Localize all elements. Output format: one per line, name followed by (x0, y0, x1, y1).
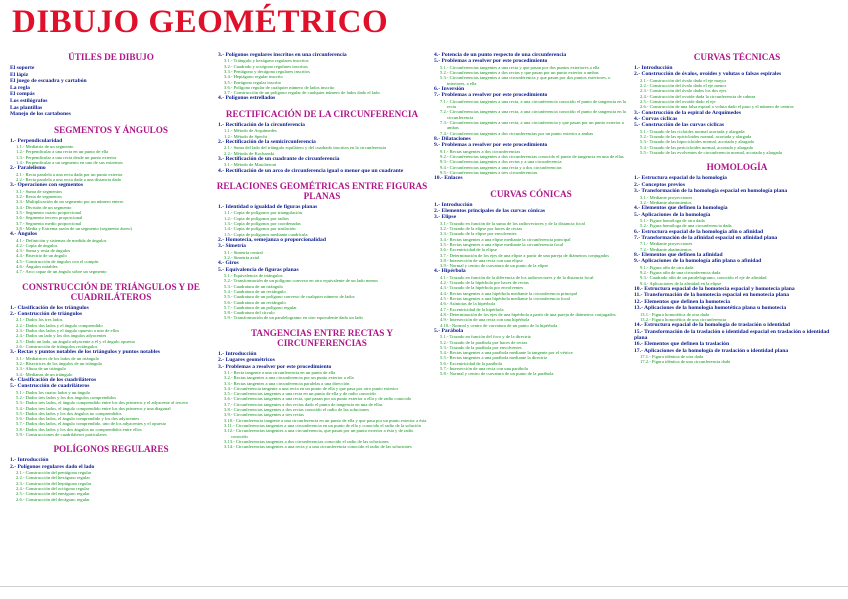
subtopic-item: 5.4.- Rectas tangentes a una parábola mediante la tangente por el vértice (440, 350, 573, 356)
subtopic-item: 5.3.- Dados tres lados, el ángulo comprendido entre los dos primeros y el adyacente al tercero (16, 400, 189, 406)
subtopic-item: 4.5.- Rectas tangentes a una hipérbola mediante la circunferencia focal (440, 296, 570, 302)
subtopic-item: 9.5.- Circunferencias tangentes a tres circunferencias (440, 169, 538, 175)
subtopic-item: 3.2.- Bisectrices de los ángulos de un triángulo (16, 360, 103, 366)
subtopic-item: 5.7.- Cuadratura de un polígono regular (224, 304, 297, 310)
topic-item: 3.- Rectas y puntos notables de los triángulos y puntos notables (10, 349, 160, 356)
subtopic-item: 9.3.- Cuadrado afín de un paralelogramo, conocido el eje de afinidad (640, 275, 767, 281)
topic-item: 6.- Estructura espacial de la homología afín o afinidad (634, 228, 764, 235)
topic-item: 5.- Aplicaciones de la homología (634, 211, 711, 218)
subtopic-item: 2.1.- Construcción del óvalo dado el eje mayor (640, 77, 727, 83)
subtopic-item: 5.4.- Trazado de las pericicloides normal, acortada y alargada (640, 144, 753, 150)
subtopic-item: 17.2.- Figura idéntica de una circunferencia dada (640, 359, 731, 365)
topic-item: 1.- Introducción (634, 65, 673, 71)
subtopic-item: 7.1.- Mediante proyecciones (640, 241, 693, 247)
subtopic-item: 4.10.- Normal y centro de curvatura de un punto de la hipérbola (440, 322, 558, 328)
topic-item: 3.- Operaciones con segmentos (10, 182, 84, 189)
subtopic-item: 5.5.- Cuadratura de un polígono convexo de cualquier número de lados (224, 294, 355, 300)
subtopic-item: 2.5.- Construcción del eneágono regular (16, 491, 90, 497)
subtopic-item: 3.12.- Circunferencias tangentes a una circunferencia, que pasan por un punto exterior a ésta y de radio conocido (224, 428, 414, 439)
subtopic-item: 5.3.- Circunferencias tangentes a una circunferencia y que pasan por dos puntos exteriores, o interiores, a ella (440, 75, 611, 86)
column-4 (632, 52, 842, 365)
subtopic-item: 3.6.- Excentricidad de la elipse (440, 247, 497, 253)
subtopic-item: 3.9.- Circunferencias tangentes a tres rectas (224, 412, 304, 418)
topic-item: 1.- Clasificación de los triángulos (10, 304, 89, 311)
subtopic-item: 3.13.- Circunferencias tangentes a dos circunferencias conocido el radio de las soluciones (224, 438, 389, 444)
subtopic-item: 5.9.- Transformación de un paralelogramo en otro equivalente dado un lado (224, 315, 363, 321)
topic-item: 4.- Polígonos estrellados (218, 95, 276, 102)
subtopic-item: 9.3.- Circunferencias tangentes a dos rectas y a una circunferencia (440, 159, 562, 165)
subtopic-item: 5.4.- Dados tres lados, el ángulo comprendido entre los dos primeros y una diagonal (16, 405, 171, 411)
subtopic-item: 3.5.- Segmento cuarto proporcional (16, 209, 82, 215)
subtopic-item: 1.2.- Perpendicular a una recta en un punto de ella (16, 149, 109, 155)
topic-item: 1.- Introducción (218, 350, 257, 357)
subtopic-item: 2.6.- Construcción de una falsa espiral o voluta dado el paso y el número de centros (640, 104, 794, 110)
section-heading: POLÍGONOS REGULARES (53, 444, 169, 455)
subtopic-item: 5.6.- Cuadratura de un rectángulo (224, 299, 286, 305)
subtopic-item: 4.7.- Excentricidad de la hipérbola (440, 306, 504, 312)
topic-item: 4.- Rectificación de un arco de circunferencia igual o menor que un cuadrante (218, 167, 404, 174)
subtopic-item: 1.5.- Copia de polígonos mediante cuadrícula (224, 231, 308, 237)
topic-item: 7.- Problemas a resolver por este procedimiento (434, 92, 548, 99)
subtopic-item: 3.3.- Multiplicación de un segmento por un número entero (16, 199, 124, 205)
tool-item: La regla (10, 84, 30, 91)
subtopic-item: 1.2.- Método de Specht (224, 133, 267, 139)
topic-item: 14.- Estructura espacial de la homología de traslación o identidad (634, 322, 791, 329)
subtopic-item: 3.1.- Simetría central (224, 249, 263, 255)
subtopic-item: 3.8.- Intersección de una recta con una elipse (440, 257, 523, 263)
tool-item: El compás (10, 91, 35, 98)
topic-item: 11.- Transformación de la homotecia espacial en homotecia plana (634, 292, 790, 299)
section-heading: RECTIFICACIÓN DE LA CIRCUNFERENCIA (225, 108, 419, 119)
subtopic-item: 2.2.- Recta paralela a una recta dada a una distancia dada (16, 177, 121, 183)
subtopic-item: 1.1.- Mediatriz de un segmento (16, 144, 74, 150)
subtopic-item: 3.2.- Mediante abatimientos (640, 199, 692, 205)
subtopic-item: 9.1.- Rectas tangentes a dos circunferencias (440, 148, 521, 154)
subtopic-item: 4.8.- Determinación de los ejes de una hipérbola a partir de una pareja de diámetros conjugados (440, 311, 616, 317)
subtopic-item: 5.3.- Trazado de las hipocicloides normal, acortada y alargada (640, 139, 754, 145)
subtopic-item: 2.3.- Construcción del óvalo dados los dos ejes (640, 88, 727, 94)
subtopic-item: 3.7.- Segmento medio proporcional (16, 220, 82, 226)
subtopic-item: 5.8.- Normal y centro de curvatura de un punto de la parábola (440, 371, 554, 377)
topic-item: 4.- Clasificación de los cuadriláteros (10, 376, 97, 383)
subtopic-item: 3.3.- Rectas tangentes a una circunferencia paralelas a una dirección (224, 380, 350, 386)
subtopic-item: 13.2.- Figura homotética de una circunferencia (640, 316, 727, 322)
subtopic-item: 5.8.- Dados dos lados y los dos ángulos no comprendidos entre ellos (16, 426, 142, 432)
topic-item: 3.- Rectificación de un cuadrante de circunferencia (218, 155, 340, 162)
section-heading: CONSTRUCCIÓN DE TRIÁNGULOS Y DE CUADRILÁTEROS (22, 281, 200, 302)
topic-item: 5.- Construcción de las curvas cíclicas (634, 122, 725, 129)
subtopic-item: 2.1.- Construcción del pentágono regular (16, 470, 92, 476)
subtopic-item: 1.3.- Copia de polígonos por coordenadas (224, 221, 301, 226)
tool-item: El soporte (10, 65, 35, 71)
subtopic-item: 5.1.- Dados los cuatro lados y un ángulo (16, 389, 91, 395)
column-3 (432, 52, 630, 377)
subtopic-item: 5.3.- Trazado de la parábola por envolventes (440, 344, 522, 350)
subtopic-item: 4.3.- Suma y resta de ángulos (16, 248, 71, 254)
subtopic-item: 9.2.- Figura afín de una circunferencia dada (640, 270, 721, 276)
subtopic-item: 3.1.- Suma de segmentos (16, 188, 63, 194)
topic-item: 4.- Hipérbola (434, 268, 466, 275)
subtopic-item: 1.2.- Copia de polígonos por radios (224, 215, 289, 221)
subtopic-item: 4.6.- Ángulos notables (16, 264, 58, 270)
subtopic-item: 5.5.- Trazado de las evolventes de circunferencia normal, acortada y alargada (640, 150, 782, 155)
subtopic-item: 3.6.- Segmento tercero proporcional (16, 215, 83, 221)
topic-item: 4.- Ángulos (10, 231, 38, 238)
subtopic-item: 3.1.- Trazado en función de la suma de los radiovectores y de la distancia focal (440, 220, 585, 226)
tool-item: Manejo de los cartabones (10, 111, 71, 118)
subtopic-item: 3.3.- Altura de un triángulo (16, 366, 67, 372)
subtopic-item: 9.4.- Aplicaciones de la afinidad en la elipse (640, 280, 722, 286)
subtopic-item: 3.2.- Simetría axial (224, 255, 260, 260)
topic-item: 1.- Introducción (10, 457, 49, 464)
tool-item: Los estilógrafos (10, 97, 48, 104)
section-heading: HOMOLOGÍA (706, 162, 768, 173)
topic-item: 3.- Transformación de la homología espacial en homología plana (634, 188, 788, 195)
subtopic-item: 2.2.- Construcción del óvalo dado el eje menor (640, 83, 727, 89)
subtopic-item: 3.3.- Trazado de la elipse por envolventes (440, 231, 517, 237)
subtopic-item: 5.8.- Cuadratura del círculo (224, 310, 275, 316)
subtopic-item: 2.5.- Construcción del ovoide dado el eje (640, 99, 716, 104)
subtopic-item: 2.3.- Construcción del heptágono regular (16, 480, 92, 486)
subtopic-item: 9.4.- Circunferencias tangentes a una recta y a dos circunferencias (440, 164, 562, 170)
topic-item: 17.- Aplicaciones de la homología de traslación o identidad plana (634, 347, 789, 354)
subtopic-item: 3.8.- Media y Extrema razón de un segmento (segmento áureo) (16, 225, 132, 231)
subtopic-item: 1.4.- Copia de polígonos por traslación (224, 226, 296, 232)
subtopic-item: 3.3.- Pentágono y decágono regulares inscritos (224, 69, 310, 74)
section-heading: TANGENCIAS ENTRE RECTAS Y CIRCUNFERENCIAS (250, 327, 393, 348)
subtopic-item: 5.2.- Circunferencias tangentes a dos rectas y que pasan por un punto exterior a ambas (440, 70, 599, 76)
topic-item: 1.- Estructura espacial de la homología (634, 175, 727, 182)
topic-item: 1.- Identidad o igualdad de figuras planas (218, 204, 318, 210)
subtopic-item: 5.1.- Trazado en función del foco y de la directriz (440, 334, 531, 340)
topic-item: 2.- Polígonos regulares dado el lado (10, 463, 95, 470)
subtopic-item: 5.5.- Rectas tangentes a una parábola mediante la directriz (440, 355, 548, 361)
topic-item: 4.- Curvas cíclicas (634, 116, 678, 122)
subtopic-item: 5.1.- Figura homóloga de otra dada (640, 217, 705, 223)
subtopic-item: 3.2.- Cuadrado y octógono regulares inscritos (224, 63, 308, 69)
tool-item: El lápiz (10, 71, 29, 78)
subtopic-item: 3.2.- Resta de segmentos (16, 194, 62, 200)
subtopic-item: 5.2.- Dados tres lados y los dos ángulos comprendidos (16, 394, 117, 400)
subtopic-item: 3.14.- Circunferencias tangentes a una recta y a una circunferencia conocido el radio de las soluciones (224, 444, 412, 450)
subtopic-item: 3.7.- Determinación de los ejes de una elipse a partir de una pareja de diámetros conjugados (440, 252, 610, 258)
subtopic-item: 2.5.- Dado un lado, un ángulo adyacente a él y el ángulo opuesto (16, 338, 136, 344)
subtopic-item: 1.4.- Perpendicular a un segmento en uno de sus extremos (16, 160, 123, 166)
subtopic-item: 7.2.- Mediante abatimientos (640, 246, 692, 252)
topic-item: 7.- Transformación de la afinidad espacial en afinidad plana (634, 234, 778, 241)
subtopic-item: 4.1.- Definición y sistemas de medida de ángulos (16, 237, 107, 243)
subtopic-item: 2.2.- Método de Kochanski (224, 150, 275, 156)
subtopic-item: 5.6.- Excentricidad de la parábola (440, 360, 502, 366)
topic-item: 2.- Construcción de óvalos, ovoides y volutas o falsas espirales (634, 71, 782, 78)
tool-item: El juego de escuadra y cartabón (10, 78, 87, 85)
topic-item: 5.- Parábola (434, 327, 464, 334)
subtopic-item: 7.1.- Circunferencias tangentes a una recta, a una circunferencia conocido el punto de tangencia en la recta (440, 98, 626, 110)
subtopic-item: 4.3.- Trazado de la hipérbola por envolventes (440, 285, 524, 291)
subtopic-item: 3.5.- Circunferencias tangentes a una recta en un punto de ella y de radio conocido (224, 391, 376, 397)
subtopic-item: 7.3.- Circunferencias tangentes a una recta, a una circunferencia y que pasan por un punto exterior a ambas (440, 120, 624, 131)
page-title: DIBUJO GEOMÉTRICO (12, 4, 389, 40)
subtopic-item: 3.7.- Circunferencias tangentes a dos rectas dado el punto de tangencia en una de ellas (224, 401, 383, 407)
subtopic-item: 1.1.- Método de Arquímedes (224, 128, 277, 134)
bottom-divider (0, 586, 848, 587)
subtopic-item: 3.4.- Rectas tangentes a una elipse mediante la circunferencia principal (440, 236, 571, 242)
subtopic-item: 17.1.- Figura idéntica de otra dada (640, 354, 704, 360)
topic-item: 1.- Introducción (434, 201, 473, 208)
subtopic-item: 5.2.- Figura homóloga de una circunferencia dada (640, 223, 732, 229)
subtopic-item: 5.7.- Dados dos lados, el ángulo comprendido, uno de los adyacentes y el opuesto (16, 421, 167, 427)
topic-item: 10.- Enlaces (434, 175, 463, 182)
topic-item: 3.- Simetría (218, 243, 246, 250)
topic-item: 4.- Potencia de un punto respecto de una circunferencia (434, 52, 567, 58)
topic-item: 8.- Dilataciones (434, 135, 471, 142)
subtopic-item: 2.1.- Suma del lado del triángulo equilátero y del cuadrado inscritos en la circunferencia (224, 145, 387, 151)
column-1 (8, 52, 214, 502)
subtopic-item: 2.6.- Construcción de triángulos rectángulos (16, 343, 98, 349)
subtopic-item: 3.1.- Triángulo y hexágono regulares inscritos (224, 58, 309, 64)
subtopic-item: 3.11.- Circunferencias tangentes a una circunferencia en un punto de ella y conocido el radio de la solución (224, 422, 421, 428)
subtopic-item: 7.4.- Circunferencias tangentes a dos circunferencias por un punto exterior a ambas (440, 130, 594, 136)
subtopic-item: 5.5.- Dados dos lados y los dos ángulos no comprendidos (16, 410, 122, 416)
subtopic-item: 5.1.- Circunferencias tangentes a una recta y que pasan por dos puntos exteriores a ella (440, 64, 600, 70)
topic-item: 5.- Problemas a resolver por este procedimiento (434, 58, 548, 65)
subtopic-item: 5.4.- Cuadratura de un rectángulo (224, 289, 286, 294)
subtopic-item: 4.5.- Construcción de ángulos con el compás (16, 258, 99, 264)
topic-item: 6.- Inversión (434, 86, 465, 92)
topic-item: 2.- Lugares geométricos (218, 357, 275, 364)
subtopic-item: 3.1.- Mediante proyecciones (640, 194, 693, 200)
subtopic-item: 4.2.- Copia de ángulos (16, 242, 58, 248)
topic-item: 16.- Elementos que definen la traslación (634, 341, 730, 348)
subtopic-item: 13.1.- Figura homotética de otra dada (640, 311, 710, 317)
subtopic-item: 2.4.- Construcción del octógono regular (16, 485, 90, 491)
subtopic-item: 3.9.- Normal y centro de curvatura de un punto de la elipse (440, 263, 549, 269)
subtopic-item: 3.2.- Rectas tangentes a una circunferencia por un punto exterior a ella (224, 375, 354, 381)
subtopic-item: 9.2.- Circunferencias tangentes a dos circunferencias conocido el punto de tangencia en una de ellas (440, 154, 624, 159)
subtopic-item: 4.2.- Trazado de la hipérbola por haces de rectas (440, 280, 529, 286)
topic-item: 2.- Rectificación de la semicircunferencia (218, 138, 316, 145)
subtopic-item: 3.4.- División de un segmento (16, 204, 72, 210)
subtopic-item: 5.2.- Trazado de la parábola por haces de rectas (440, 339, 528, 345)
subtopic-item: 5.9.- Construcciones de cuadriláteros particulares (16, 431, 107, 437)
section-heading: CURVAS CÓNICAS (490, 188, 572, 199)
subtopic-item: 1.3.- Perpendicular a una recta desde un punto exterior (16, 154, 117, 160)
topic-item: 3.- Problemas a resolver por este procedimiento (218, 363, 332, 370)
topic-item: 3.- Polígonos regulares inscritos en una circunferencia (218, 52, 347, 58)
subtopic-item: 2.2.- Dados dos lados y el ángulo comprendido (16, 322, 103, 328)
topic-item: 3.- Elipse (434, 214, 457, 221)
subtopic-item: 3.5.- Rectas tangentes a una elipse mediante la circunferencia focal (440, 242, 564, 247)
subtopic-item: 3.7.- Construcción de un polígono regular de cualquier número de lados dado el lado (224, 90, 380, 96)
subtopic-item: 1.1.- Copia de polígonos por triangulación (224, 210, 302, 216)
subtopic-item: 3.6.- Circunferencias tangentes a una recta, que pasan por un punto exterior a ella y de radio conocido (224, 396, 412, 402)
subtopic-item: 3.4.- Medianas de un triángulo (16, 371, 73, 377)
subtopic-item: 5.6.- Dados dos lados, el ángulo comprendido y los dos adyacentes (16, 416, 140, 422)
topic-item: 5.- Equivalencia de figuras planas (218, 266, 299, 273)
topic-item: 2.- Conceptos previos (634, 181, 686, 188)
topic-item: 15.- Transformación de la traslación o identidad espacial en traslación o identidad plana (634, 328, 830, 341)
subtopic-item: 3.1.- Método de Mascheroni (224, 162, 277, 168)
subtopic-item: 5.3.- Cuadratura de un triángulo (224, 283, 283, 289)
subtopic-item: 2.3.- Dados dos lados y el ángulo opuesto a uno de ellos (16, 328, 120, 334)
topic-item: 2.- Paralelismo (10, 165, 46, 172)
topic-item: 2.- Construcción de triángulos (10, 311, 83, 318)
topic-item: 1.- Rectificación de la circunferencia (218, 121, 305, 128)
topic-item: 9.- Aplicaciones de la homología afín plana o afinidad (634, 258, 762, 265)
subtopic-item: 2.6.- Construcción del decágono regular (16, 496, 90, 502)
subtopic-item: 4.9.- Intersección de una recta con una hipérbola (440, 317, 530, 323)
subtopic-item: 3.6.- Polígono regular de cualquier número de lados inscrito (224, 84, 335, 90)
topic-item: 3.- Construcción de la espiral de Arquímedes (634, 109, 741, 116)
column-2 (216, 52, 428, 449)
subtopic-item: 4.4.- Bisectriz de un ángulo (16, 253, 67, 259)
subtopic-item: 5.1.- Equivalencia de triángulos (224, 273, 283, 279)
topic-item: 4.- Elementos que definen la homología (634, 205, 728, 212)
subtopic-item: 3.2.- Trazado de la elipse por haces de rectas (440, 226, 523, 232)
topic-item: 10.- Estructura espacial de la homotecia espacial y homotecia plana (634, 285, 795, 292)
subtopic-item: 2.4.- Construcción del ovoide dada la circunferencia de cabeza (640, 93, 756, 99)
subtopic-item: 2.4.- Dados un lado y los dos ángulos adyacentes (16, 333, 107, 339)
subtopic-item: 5.1.- Trazado de las cicloides normal acortada y alargada (640, 128, 745, 134)
topic-item: 12.- Elementos que definen la homotecia (634, 298, 731, 305)
subtopic-item: 4.6.- Asíntotas de la hipérbola (440, 301, 496, 307)
subtopic-item: 5.2.- Transformación de un polígono convexo en otro equivalente de un lado menos (224, 278, 378, 284)
subtopic-item: 5.2.- Trazado de las epicicloides normal, acortada y alargada (640, 134, 752, 140)
section-heading: CURVAS TÉCNICAS (693, 52, 781, 62)
subtopic-item: 3.1.- Recta tangente a una circunferencia en un punto de ella (224, 370, 336, 375)
section-heading: SEGMENTOS Y ÁNGULOS (53, 124, 169, 135)
topic-item: 2.- Elementos principales de las curvas cónicas (434, 208, 546, 214)
section-heading: RELACIONES GEOMÉTRICAS ENTRE FIGURAS PLANAS (216, 181, 428, 201)
topic-item: 9.- Problemas a resolver por este procedimiento (434, 142, 548, 149)
subtopic-item: 3.10.- Circunferencia tangente a una circunferencia en un punto de ella y que pasa por un punto exterior a ésta (224, 417, 427, 423)
topic-item: 1.- Perpendicularidad (10, 137, 63, 144)
topic-item: 13.- Aplicaciones de la homología homotética plana u homotecia (634, 305, 787, 312)
subtopic-item: 5.7.- Intersección de una recta con una parábola (440, 366, 528, 372)
subtopic-item: 7.2.- Circunferencias tangentes a una recta, a una circunferencia conocido el punto de tangencia en la circunferencia (440, 109, 626, 120)
subtopic-item: 3.4.- Heptágono regular inscrito (224, 74, 283, 80)
topic-item: 5.- Construcción de cuadriláteros (10, 383, 90, 390)
topic-item: 4.- Giros (218, 260, 239, 267)
subtopic-item: 3.5.- Eneágono regular inscrito (224, 79, 282, 85)
tool-item: Las plantillas (10, 104, 43, 111)
subtopic-item: 4.1.- Trazado en función de la diferencia de los radiovectores y de la distancia focal (440, 274, 594, 280)
subtopic-item: 2.1.- Dados los tres lados (16, 317, 63, 323)
subtopic-item: 4.4.- Rectas tangentes a una hipérbola mediante la circunferencia principal (440, 290, 578, 296)
section-heading: ÚTILES DE DIBUJO (68, 52, 154, 62)
subtopic-item: 2.2.- Construcción del hexágono regular (16, 475, 90, 481)
topic-item: 8.- Elementos que definen la afinidad (634, 251, 723, 258)
subtopic-item: 4.7.- Arco capaz de un ángulo sobre un segmento (16, 269, 107, 275)
subtopic-item: 9.1.- Figura afín de otra dada (640, 264, 694, 270)
subtopic-item: 2.1.- Recta paralela a una recta dada por un punto exterior (16, 171, 123, 177)
subtopic-item: 3.8.- Circunferencias tangentes a dos rectas conocido el radio de las soluciones (224, 407, 370, 413)
subtopic-item: 3.4.- Circunferencia tangente a una recta en un punto de ella y que pasa por otro punto exterior (224, 385, 399, 391)
topic-item: 2.- Homotecia, semejanza o proporcionalidad (218, 236, 326, 243)
subtopic-item: 3.1.- Mediatrices de los lados de un triángulo (16, 355, 100, 361)
